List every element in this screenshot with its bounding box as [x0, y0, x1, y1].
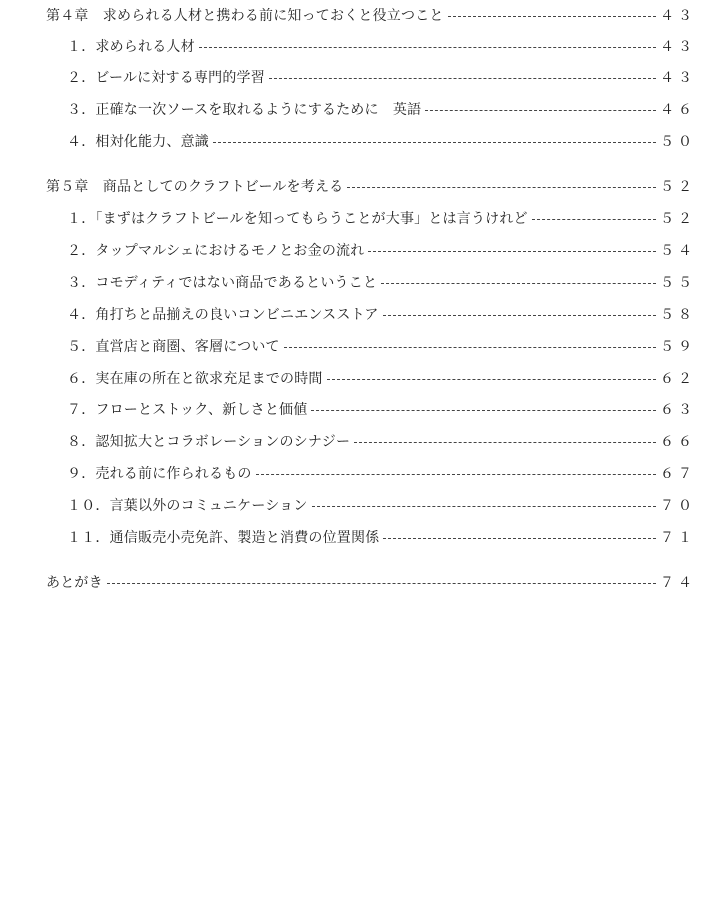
- dot-leader: [354, 442, 656, 443]
- toc-item-title: １０．言葉以外のコミュニケーション: [67, 498, 308, 514]
- toc-item-title: ６．実在庫の所在と欲求充足までの時間: [67, 371, 323, 387]
- toc-page-number: ５２: [660, 179, 696, 195]
- toc-item-title: ２．ビールに対する専門的学習: [67, 70, 265, 86]
- dot-leader: [425, 110, 656, 111]
- dot-leader: [213, 142, 656, 143]
- toc-item-title: ５．直営店と商圏、客層について: [67, 339, 280, 355]
- toc-page-number: ４３: [660, 39, 696, 55]
- toc-item[interactable]: [67, 100, 696, 120]
- dot-leader: [284, 347, 656, 348]
- toc-page-number: ７４: [660, 575, 696, 591]
- dot-leader: [312, 506, 656, 507]
- toc-item[interactable]: [67, 68, 696, 88]
- toc-item-title: １．求められる人材: [67, 39, 195, 55]
- toc-item-title: ３．正確な一次ソースを取れるようにするために 英語: [67, 102, 422, 118]
- dot-leader: [256, 474, 656, 475]
- toc-item[interactable]: [67, 209, 696, 229]
- dot-leader: [311, 410, 656, 411]
- toc-item[interactable]: [67, 464, 696, 484]
- dot-leader: [383, 315, 656, 316]
- toc-page-number: ５５: [660, 275, 696, 291]
- toc-item-title: ８．認知拡大とコラボレーションのシナジー: [67, 434, 351, 450]
- toc-page-number: ４３: [660, 70, 696, 86]
- toc-page-number: ６６: [660, 434, 696, 450]
- dot-leader: [199, 47, 656, 48]
- toc-item[interactable]: [67, 400, 696, 420]
- toc-chapter-4[interactable]: [46, 6, 696, 26]
- toc-item-title: ２．タップマルシェにおけるモノとお金の流れ: [67, 243, 365, 259]
- toc-page-number: ５０: [660, 134, 696, 150]
- toc-chapter-5[interactable]: [46, 177, 696, 197]
- toc-page-number: ６３: [660, 402, 696, 418]
- toc-page-number: ５８: [660, 307, 696, 323]
- toc-item[interactable]: [67, 528, 696, 548]
- toc-page-number: ７１: [660, 530, 696, 546]
- dot-leader: [383, 538, 656, 539]
- toc-item[interactable]: [67, 337, 696, 357]
- toc-page-number: ４６: [660, 102, 696, 118]
- toc-item-title: ４．角打ちと品揃えの良いコンビニエンスストア: [67, 307, 379, 323]
- toc-item[interactable]: [67, 241, 696, 261]
- toc-item[interactable]: [67, 37, 696, 57]
- toc-item[interactable]: [67, 273, 696, 293]
- dot-leader: [269, 78, 656, 79]
- dot-leader: [448, 16, 656, 17]
- toc-item-title: ９．売れる前に作られるもの: [67, 466, 252, 482]
- toc-item-title: ３．コモディティではない商品であるということ: [67, 275, 378, 291]
- toc-page-number: ６２: [660, 371, 696, 387]
- toc-item[interactable]: [67, 132, 696, 152]
- toc-item-title: ４．相対化能力、意識: [67, 134, 209, 150]
- dot-leader: [347, 187, 656, 188]
- toc-page-number: ５２: [660, 211, 696, 227]
- toc-chapter-title: 第４章 求められる人材と携わる前に知っておくと役立つこと: [46, 8, 444, 24]
- toc-afterword[interactable]: [46, 573, 696, 593]
- dot-leader: [368, 251, 656, 252]
- toc-chapter-title: あとがき: [46, 575, 103, 591]
- toc-page-number: ４３: [660, 8, 696, 24]
- toc-item[interactable]: [67, 432, 696, 452]
- toc-item-title: １１．通信販売小売免許、製造と消費の位置関係: [67, 530, 380, 546]
- toc-page-number: ５９: [660, 339, 696, 355]
- toc-item[interactable]: [67, 496, 696, 516]
- toc-item[interactable]: [67, 305, 696, 325]
- toc-page-number: ６７: [660, 466, 696, 482]
- toc-item-title: １．「まずはクラフトビールを知ってもらうことが大事」とは言うけれど: [67, 211, 528, 227]
- dot-leader: [532, 219, 656, 220]
- toc-item[interactable]: [67, 369, 696, 389]
- toc-chapter-title: 第５章 商品としてのクラフトビールを考える: [46, 179, 344, 195]
- toc-page-number: ５４: [660, 243, 696, 259]
- toc-item-title: ７．フローとストック、新しさと価値: [67, 402, 308, 418]
- toc-page-number: ７０: [660, 498, 696, 514]
- dot-leader: [381, 283, 656, 284]
- dot-leader: [107, 583, 656, 584]
- dot-leader: [327, 379, 656, 380]
